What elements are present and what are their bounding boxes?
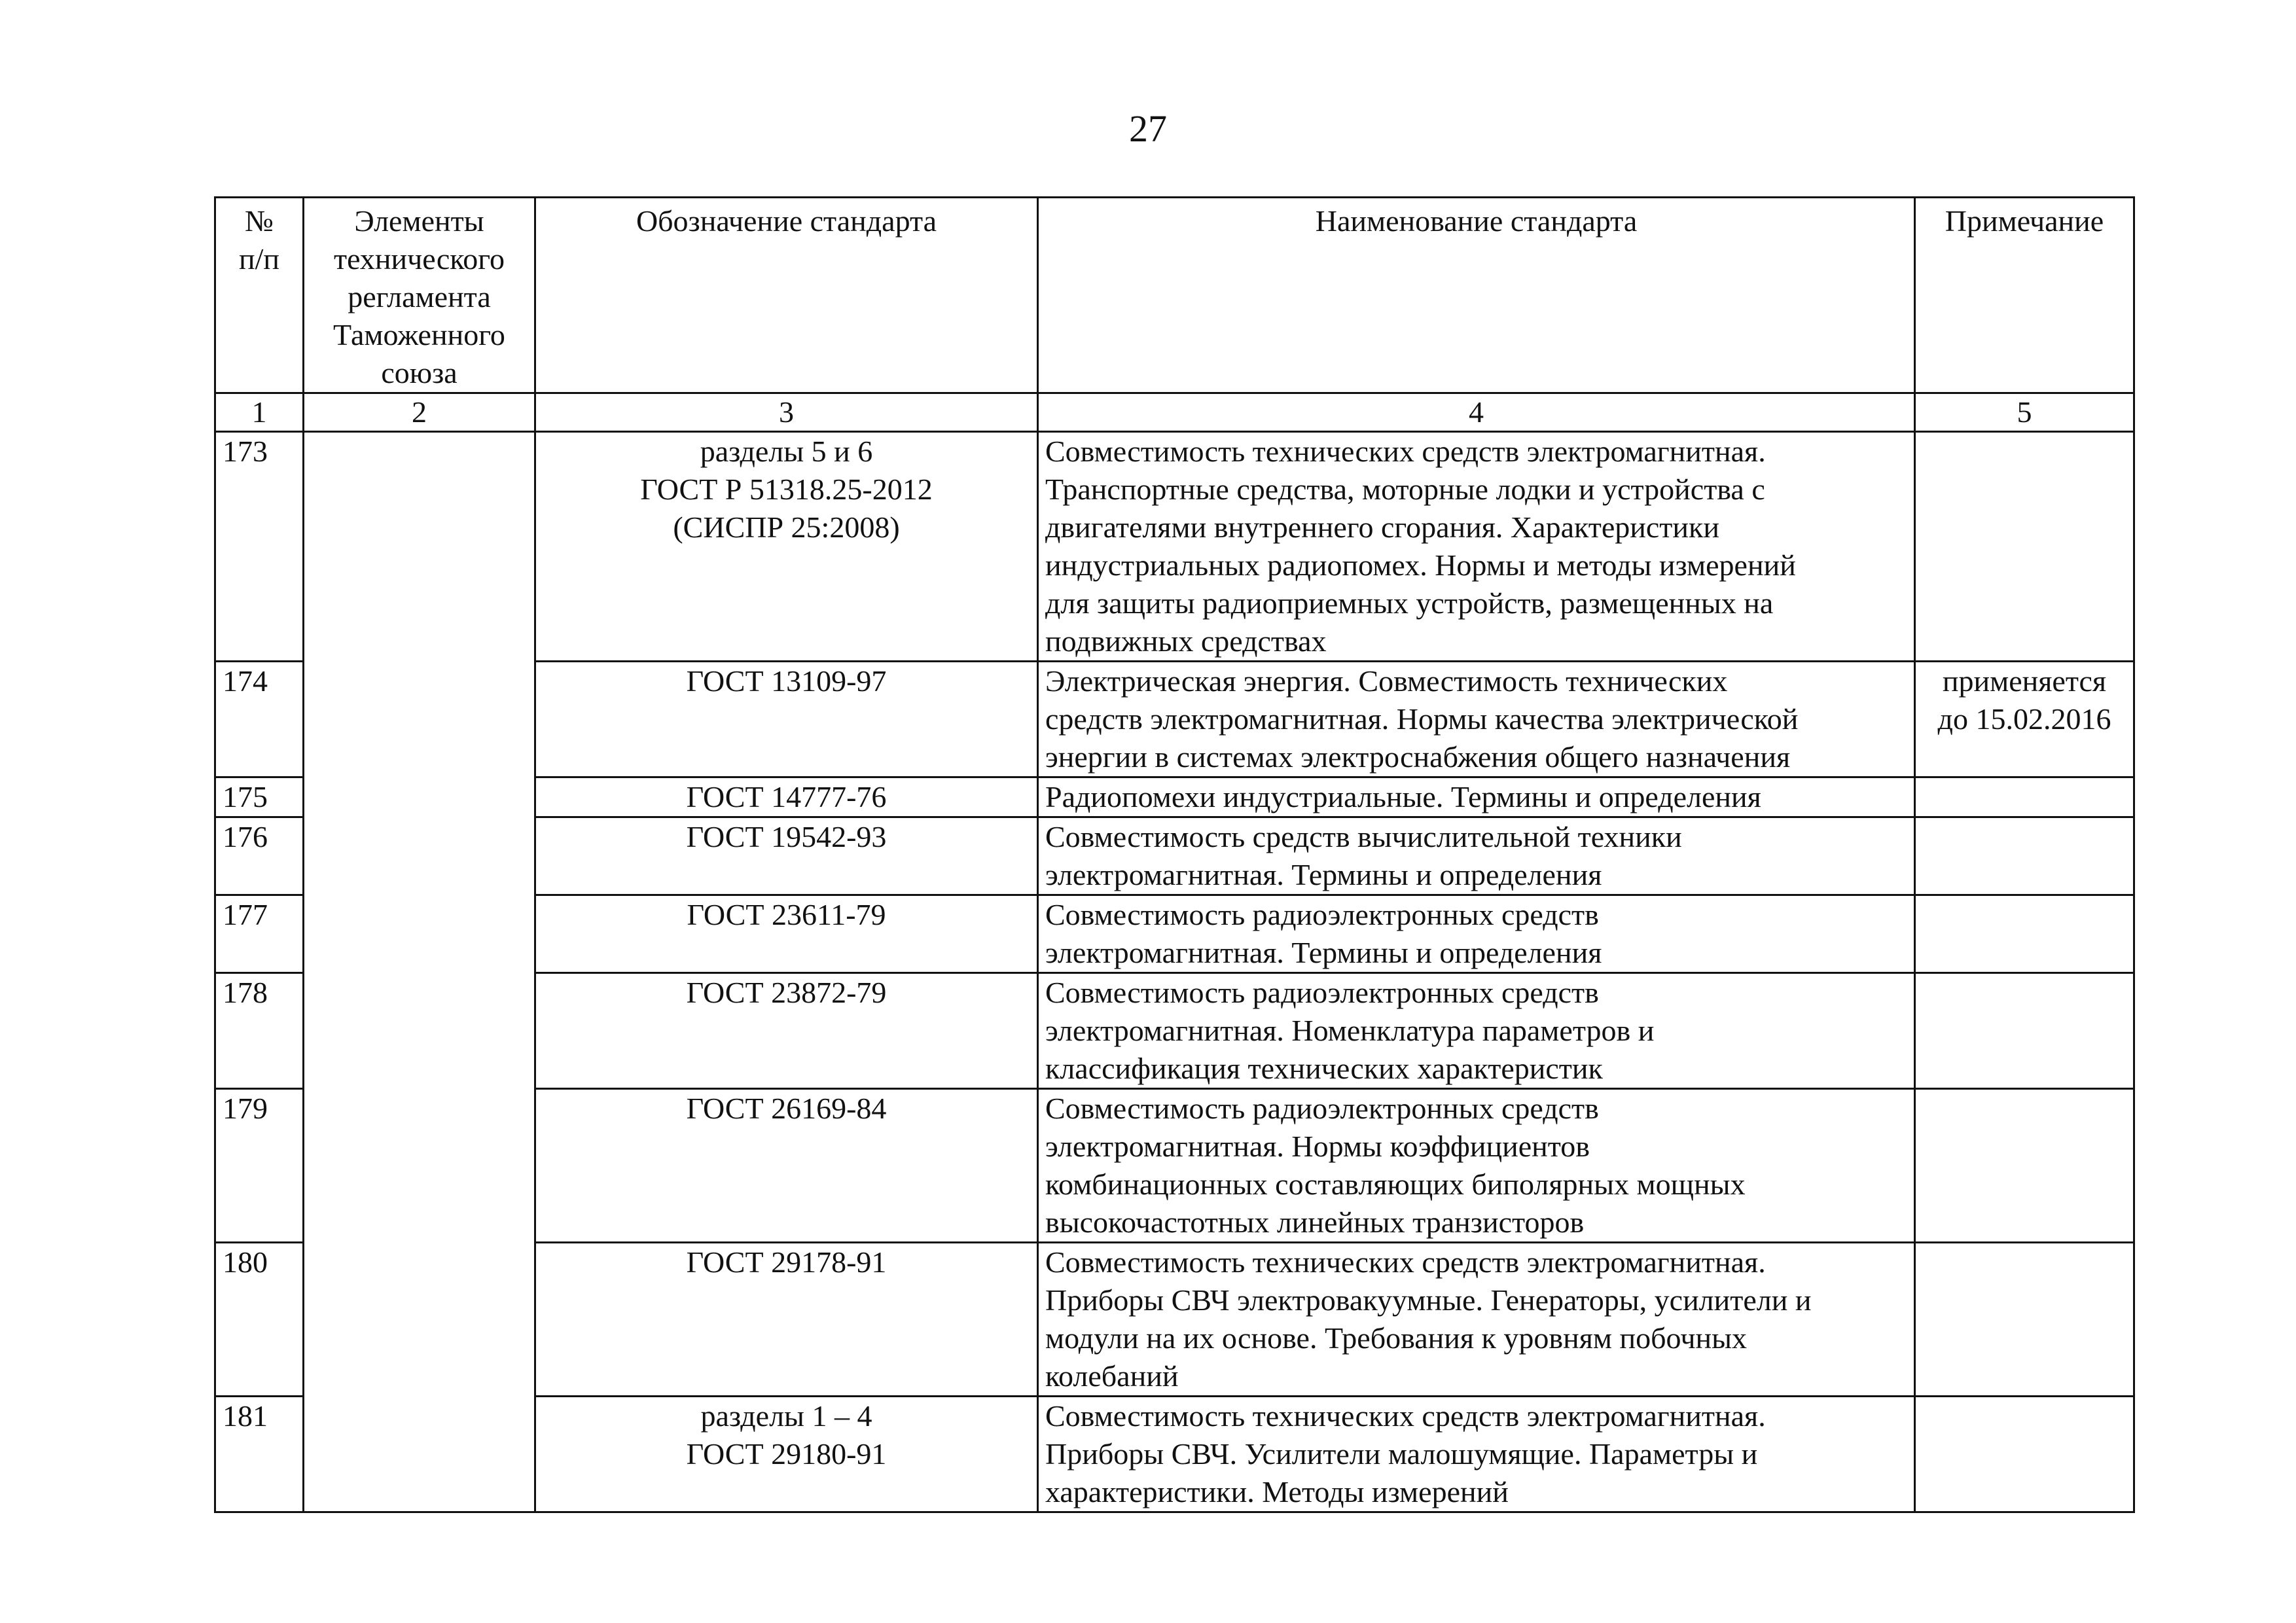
note — [1915, 895, 2134, 973]
regulation-elements-cell — [304, 432, 535, 1512]
note — [1915, 1243, 2134, 1397]
standard-name — [1038, 817, 1915, 895]
standard-name — [1038, 1397, 1915, 1512]
standard-name-line: электромагнитная. Номенклатура параметров и — [1045, 1014, 1655, 1047]
note — [1915, 817, 2134, 895]
column-number-row — [215, 393, 2134, 432]
standard-name-line: Приборы СВЧ электровакуумные. Генераторы, усилители и — [1045, 1283, 1812, 1317]
standard-designation-line: ГОСТ 14777-76 — [686, 780, 887, 813]
standard-name-line: модули на их основе. Требования к уровням побочных — [1045, 1321, 1747, 1355]
column-number: 5 — [1915, 393, 2134, 432]
note — [1915, 1089, 2134, 1243]
page-number: 27 — [1129, 107, 1167, 150]
note — [1915, 973, 2134, 1089]
standard-name-line: для защиты радиоприемных устройств, размещенных на — [1045, 586, 1774, 620]
column-number: 3 — [535, 393, 1038, 432]
standard-designation-line: ГОСТ 29178-91 — [686, 1245, 887, 1279]
standard-designation — [535, 432, 1038, 662]
standard-name-line: Совместимость технических средств электромагнитная. — [1045, 1399, 1766, 1433]
standard-designation — [535, 777, 1038, 817]
row-number: 180 — [215, 1243, 304, 1397]
standard-name-line: Радиопомехи индустриальные. Термины и определения — [1045, 780, 1761, 813]
note-line: применяется — [1942, 664, 2107, 698]
standard-name-line: двигателями внутреннего сгорания. Характеристики — [1045, 510, 1719, 544]
standard-name-line: энергии в системах электроснабжения общего назначения — [1045, 740, 1791, 774]
standard-name-line: классификация технических характеристик — [1045, 1052, 1603, 1085]
standard-designation-line: разделы 1 – 4 — [700, 1399, 872, 1433]
standard-name-line: подвижных средствах — [1045, 624, 1327, 658]
column-number: 2 — [304, 393, 535, 432]
standard-designation-line: ГОСТ 23872-79 — [686, 976, 887, 1009]
standard-name — [1038, 973, 1915, 1089]
standard-name-line: Транспортные средства, моторные лодки и устройства с — [1045, 473, 1765, 506]
standard-name-line: Совместимость радиоэлектронных средств — [1045, 898, 1599, 931]
standard-name — [1038, 1089, 1915, 1243]
standard-designation — [535, 662, 1038, 777]
note-line: до 15.02.2016 — [1937, 702, 2111, 736]
column-number: 4 — [1038, 393, 1915, 432]
standard-designation-line: ГОСТ 19542-93 — [686, 820, 887, 853]
standard-name-line: Совместимость средств вычислительной техники — [1045, 820, 1682, 853]
standard-name-line: характеристики. Методы измерений — [1045, 1475, 1509, 1508]
row-number: 173 — [215, 432, 304, 662]
standard-name — [1038, 895, 1915, 973]
standard-designation — [535, 973, 1038, 1089]
standard-name-line: колебаний — [1045, 1359, 1179, 1393]
standard-name-line: Электрическая энергия. Совместимость технических — [1045, 664, 1728, 698]
standard-designation — [535, 1089, 1038, 1243]
standard-name-line: Совместимость радиоэлектронных средств — [1045, 976, 1599, 1009]
row-number: 177 — [215, 895, 304, 973]
note — [1915, 662, 2134, 777]
header-number: № п/п — [215, 198, 304, 393]
standard-designation — [535, 817, 1038, 895]
standard-designation-line: ГОСТ 29180-91 — [686, 1437, 887, 1471]
note — [1915, 777, 2134, 817]
standard-name-line: электромагнитная. Термины и определения — [1045, 858, 1602, 891]
column-number: 1 — [215, 393, 304, 432]
standard-name-line: высокочастотных линейных транзисторов — [1045, 1205, 1585, 1239]
header-note: Примечание — [1915, 198, 2134, 393]
standard-designation — [535, 1243, 1038, 1397]
header-standard-name: Наименование стандарта — [1038, 198, 1915, 393]
standards-table — [214, 196, 2135, 1513]
standard-name-line: Совместимость технических средств электромагнитная. — [1045, 435, 1766, 468]
row-number: 181 — [215, 1397, 304, 1512]
row-number: 176 — [215, 817, 304, 895]
standard-name — [1038, 662, 1915, 777]
table-row — [215, 432, 2134, 662]
standard-name-line: электромагнитная. Нормы коэффициентов — [1045, 1130, 1590, 1163]
standard-name-line: комбинационных составляющих биполярных мощных — [1045, 1168, 1746, 1201]
standard-name-line: Совместимость технических средств электромагнитная. — [1045, 1245, 1766, 1279]
header-row — [215, 198, 2134, 393]
standard-designation-line: ГОСТ 26169-84 — [686, 1092, 887, 1125]
header-elements: Элементы технического регламента Таможенного союза — [304, 198, 535, 393]
standard-name-line: Совместимость радиоэлектронных средств — [1045, 1092, 1599, 1125]
standard-designation — [535, 895, 1038, 973]
standard-designation-line: ГОСТ 13109-97 — [686, 664, 887, 698]
standard-name — [1038, 1243, 1915, 1397]
standard-designation — [535, 1397, 1038, 1512]
header-designation: Обозначение стандарта — [535, 198, 1038, 393]
row-number: 178 — [215, 973, 304, 1089]
standard-name — [1038, 777, 1915, 817]
table-body — [215, 432, 2134, 1512]
standard-name-line: индустриальных радиопомех. Нормы и методы измерений — [1045, 548, 1796, 582]
standard-name-line: электромагнитная. Термины и определения — [1045, 936, 1602, 969]
note — [1915, 1397, 2134, 1512]
standard-designation-line: ГОСТ Р 51318.25-2012 — [640, 473, 933, 506]
standard-name — [1038, 432, 1915, 662]
row-number: 179 — [215, 1089, 304, 1243]
standard-designation-line: ГОСТ 23611-79 — [687, 898, 886, 931]
standard-name-line: средств электромагнитная. Нормы качества электрической — [1045, 702, 1799, 736]
note — [1915, 432, 2134, 662]
standard-designation-line: (СИСПР 25:2008) — [673, 510, 900, 544]
row-number: 175 — [215, 777, 304, 817]
standard-name-line: Приборы СВЧ. Усилители малошумящие. Параметры и — [1045, 1437, 1758, 1471]
standard-designation-line: разделы 5 и 6 — [700, 435, 873, 468]
row-number: 174 — [215, 662, 304, 777]
